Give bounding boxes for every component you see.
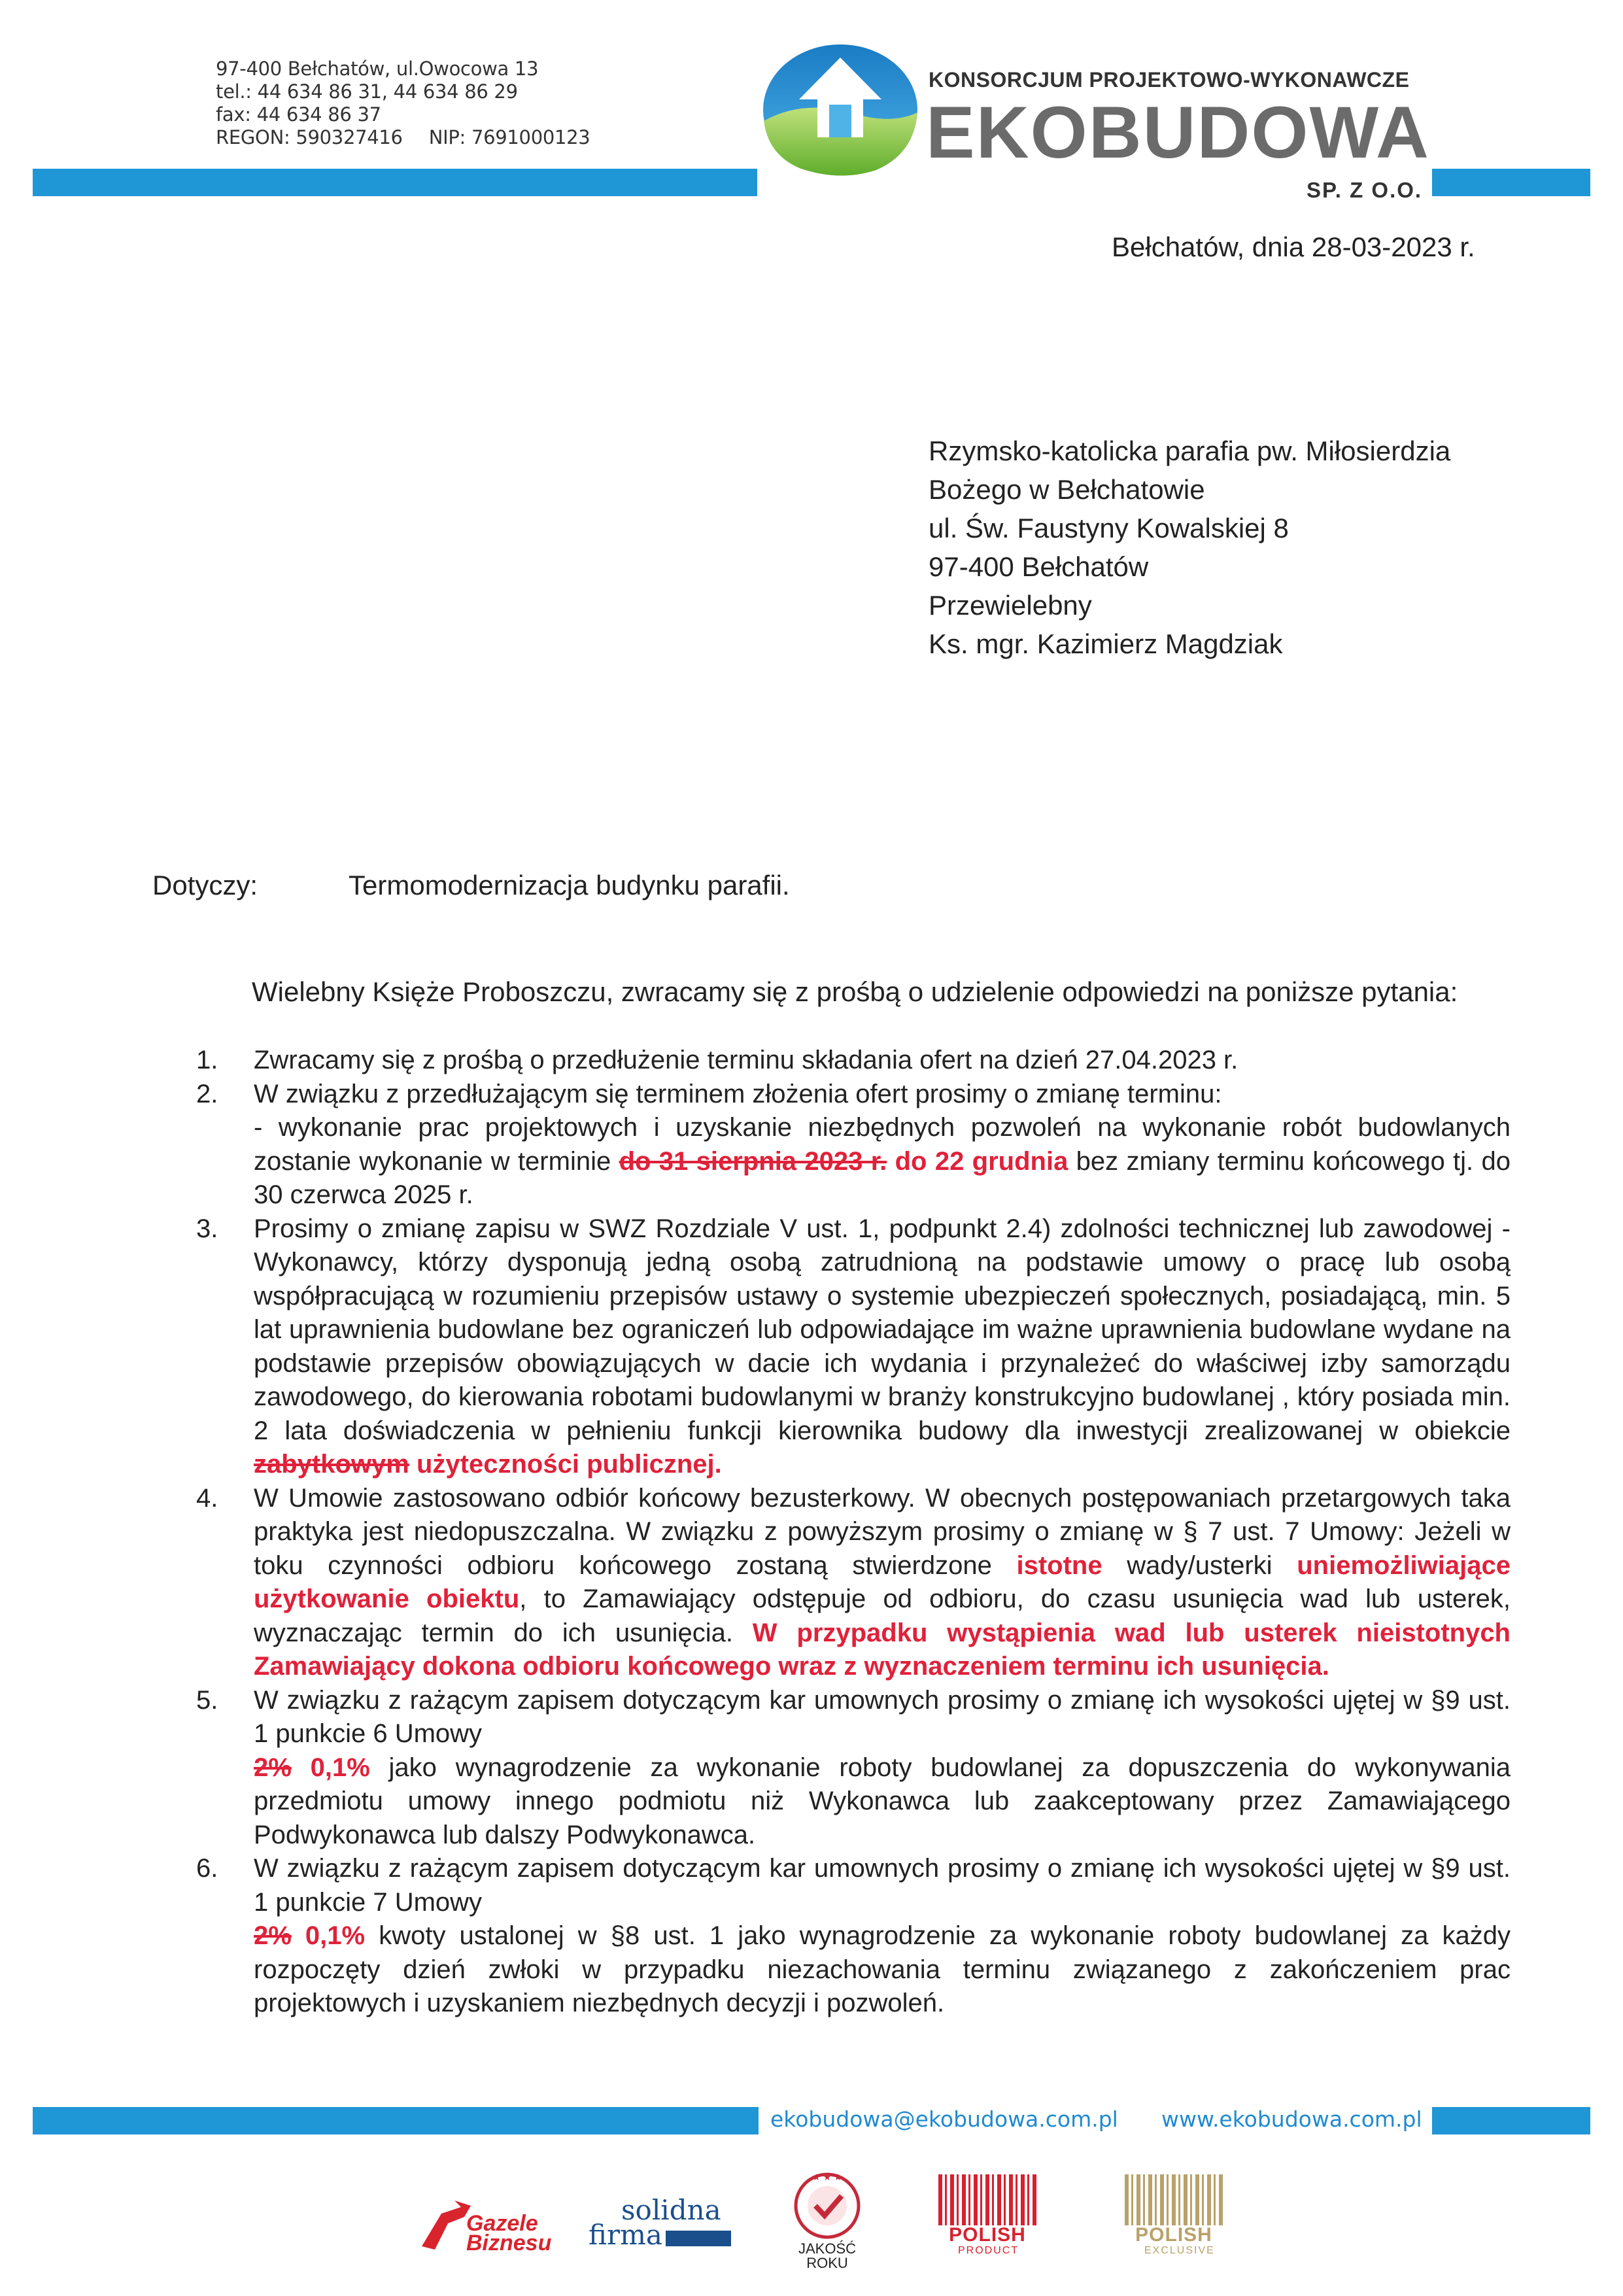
barcode-icon	[1125, 2174, 1223, 2225]
footer-bar-left	[33, 2107, 759, 2134]
footer-website-link[interactable]: www.ekobudowa.com.pl	[1161, 2106, 1422, 2132]
item-text-part: kwoty ustalonej w §8 ust. 1 jako wynagrodzenie za wykonanie roboty budowlanej za każdy rozpoczęty dzień zwłoki w przypadku niezachowania terminu związanego z zakończeniem prac projektowych i uzyskaniem niezbędnych decyzji i pozwoleń.	[254, 1921, 1511, 2017]
struck-text: 2%	[254, 1921, 292, 1950]
item-number: 4.	[196, 1483, 218, 1513]
footer-email-link[interactable]: ekobudowa@ekobudowa.com.pl	[770, 2106, 1118, 2132]
item-text-part: W związku z rażącym zapisem dotyczącym kar umownych prosimy o zmianę ich wysokości ujętej w §9 ust. 1 punkcie 7 Umowy	[254, 1854, 1511, 1917]
item-text	[254, 1212, 1511, 1482]
header-contact	[216, 58, 590, 149]
recipient-line: Bożego w Bełchatowie	[929, 474, 1205, 505]
amended-text: W przypadku wystąpienia wad lub usterek nieistotnych Zamawiający dokona odbioru końcowego wraz z wyznaczeniem terminu ich usunięcia.	[254, 1618, 1511, 1681]
recipient-line: ul. Św. Faustyny Kowalskiej 8	[929, 513, 1289, 543]
recipient-address	[929, 432, 1450, 663]
header-bar-left	[33, 169, 757, 196]
item-text-part: W związku z rażącym zapisem dotyczącym kar umownych prosimy o zmianę ich wysokości ujętej w §9 ust. 1 punkcie 6 Umowy	[254, 1685, 1511, 1748]
item-text	[254, 1044, 1511, 1078]
footer-bar-right	[1432, 2107, 1590, 2134]
item-text-part: W Umowie zastosowano odbiór końcowy bezusterkowy. W obecnych postępowaniach przetargowych taka praktyka jest niedopuszczalna. W związku z powyższym prosimy o zmianę w § 7 ust. 7 Umowy: Jeżeli w toku czynności odbioru końcowego zostaną stwierdzone	[254, 1483, 1511, 1580]
item-text-part: jako wynagrodzenie za wykonanie roboty budowlanej za dopuszczenia do wykonywania przedmiotu umowy innego podmiotu niż Wykonawca lub zaakceptowany przez Zamawiającego Podwykonawca lub dalszy Podwykonawca.	[254, 1753, 1511, 1849]
header-ids	[216, 126, 590, 149]
gazele-biznesu-badge	[415, 2187, 552, 2259]
recipient-line: Ks. mgr. Kazimierz Magdziak	[929, 628, 1283, 659]
amended-text: uniemożliwiające użytkowanie obiektu	[254, 1551, 1511, 1613]
header-regon: REGON: 590327416	[216, 126, 403, 148]
struck-text: do 31 sierpnia 2023 r.	[619, 1146, 887, 1176]
amended-text: istotne	[1016, 1551, 1102, 1580]
badge-text: firma	[589, 2219, 662, 2251]
jakosc-roku-badge	[788, 2170, 866, 2274]
header-nip: NIP: 7691000123	[428, 126, 590, 148]
badge-text: POLISH	[1135, 2224, 1212, 2246]
item-text-part: - wykonanie prac projektowych i uzyskanie niezbędnych pozwoleń na wykonanie robót budowlanych zostanie wykonanie w terminie	[254, 1113, 1511, 1176]
item-text	[254, 1078, 1511, 1212]
list-item	[196, 1852, 1511, 2021]
badge-text: Gazele	[466, 2211, 538, 2236]
badge-text: PRODUCT	[958, 2245, 1019, 2256]
item-number: 1.	[196, 1046, 218, 1074]
item-text-part: Zwracamy się z prośbą o przedłużenie terminu składania ofert na dzień 27.04.2023 r.	[254, 1046, 1239, 1074]
recipient-line: 97-400 Bełchatów	[929, 551, 1149, 582]
letter-date: Bełchatów, dnia 28-03-2023 r.	[1112, 231, 1475, 262]
badge-bar	[666, 2231, 731, 2246]
struck-text: 2%	[254, 1753, 292, 1782]
barcode-icon	[938, 2174, 1036, 2225]
header-phone: tel.: 44 634 86 31, 44 634 86 29	[216, 80, 518, 103]
badge-text: POLISH	[949, 2224, 1026, 2246]
badge-text: solidna	[621, 2194, 721, 2226]
question-list	[196, 1044, 1511, 2021]
item-text-part: bez zmiany terminu końcowego tj. do 30 czerwca 2025 r.	[254, 1146, 1511, 1209]
list-item	[196, 1078, 1511, 1212]
badge-text: EXCLUSIVE	[1144, 2245, 1215, 2256]
list-item	[196, 1044, 1511, 1078]
header-bar-right	[1432, 169, 1590, 196]
item-text-part: W związku z przedłużającym się terminem złożenia ofert prosimy o zmianę terminu:	[254, 1079, 1222, 1108]
quality-check-icon	[788, 2170, 866, 2242]
recipient-line: Rzymsko-katolicka parafia pw. Miłosierdzia	[929, 436, 1451, 466]
header-fax: fax: 44 634 86 37	[216, 103, 381, 126]
svg-text:★ ★ ★: ★ ★ ★	[812, 2172, 842, 2182]
item-number: 6.	[196, 1854, 218, 1883]
polish-product-badge	[938, 2174, 1036, 2259]
amended-text: 0,1%	[310, 1753, 370, 1782]
list-item	[196, 1684, 1511, 1853]
item-text-part: , to Zamawiający odstępuje od odbioru, do czasu usunięcia wad lub usterek, wyznaczając termin do ich usunięcia.	[254, 1585, 1511, 1647]
struck-text: zabytkowym	[254, 1450, 409, 1479]
item-number: 5.	[196, 1685, 218, 1715]
item-text	[254, 1852, 1511, 2021]
list-item	[196, 1482, 1511, 1684]
amended-text: użyteczności publicznej.	[416, 1450, 722, 1479]
greeting: Wielebny Księże Proboszczu, zwracamy się z prośbą o udzielenie odpowiedzi na poniższe pytania:	[252, 976, 1458, 1007]
item-number: 3.	[196, 1214, 218, 1243]
recipient-line: Przewielebny	[929, 590, 1092, 621]
badge-text: ROKU	[806, 2255, 848, 2271]
company-tagline: KONSORCJUM PROJEKTOWO-WYKONAWCZE	[929, 68, 1410, 92]
company-logo-icon	[759, 39, 922, 180]
amended-text: 0,1%	[305, 1921, 366, 1950]
badge-text: JAKOŚĆ	[798, 2240, 857, 2257]
item-text-part: Prosimy o zmianę zapisu w SWZ Rozdziale V ust. 1, podpunkt 2.4) zdolności technicznej lub zawodowej - Wykonawcy, którzy dysponują jedną osobą zatrudnioną na podstawie umowy o pracę lub osobą współpracującą w rozumieniu przepisów ustawy o systemie ubezpieczeń społecznych, posiadającą, min. 5 lat uprawnienia budowlane bez ograniczeń lub odpowiadające im ważne uprawnienia budowlane wydane na podstawie przepisów obowiązujących w dacie ich wydania i przynależeć do właściwej izby samorządu zawodowego, do kierowania robotami budowlanymi w branży konstrukcyjno budowlanej , który posiada min. 2 lata doświadczenia w pełnieniu funkcji kierownika budowy dla inwestycji zrealizowanej w obiekcie	[254, 1214, 1511, 1445]
company-legal-form: SP. Z O.O.	[1307, 178, 1423, 202]
amended-text: do 22 grudnia	[895, 1146, 1068, 1176]
subject-label: Dotyczy:	[152, 870, 258, 900]
solidna-firma-badge	[589, 2194, 739, 2256]
item-text-part: wady/usterki	[1102, 1551, 1297, 1580]
subject-value: Termomodernizacja budynku parafii.	[349, 870, 790, 900]
item-text	[254, 1684, 1511, 1853]
polish-exclusive-badge	[1125, 2174, 1223, 2259]
badge-text: Biznesu	[466, 2231, 552, 2255]
list-item	[196, 1212, 1511, 1482]
header-address: 97-400 Bełchatów, ul.Owocowa 13	[216, 58, 539, 80]
company-name: EKOBUDOWA	[926, 92, 1430, 173]
item-text	[254, 1482, 1511, 1684]
item-number: 2.	[196, 1079, 218, 1108]
